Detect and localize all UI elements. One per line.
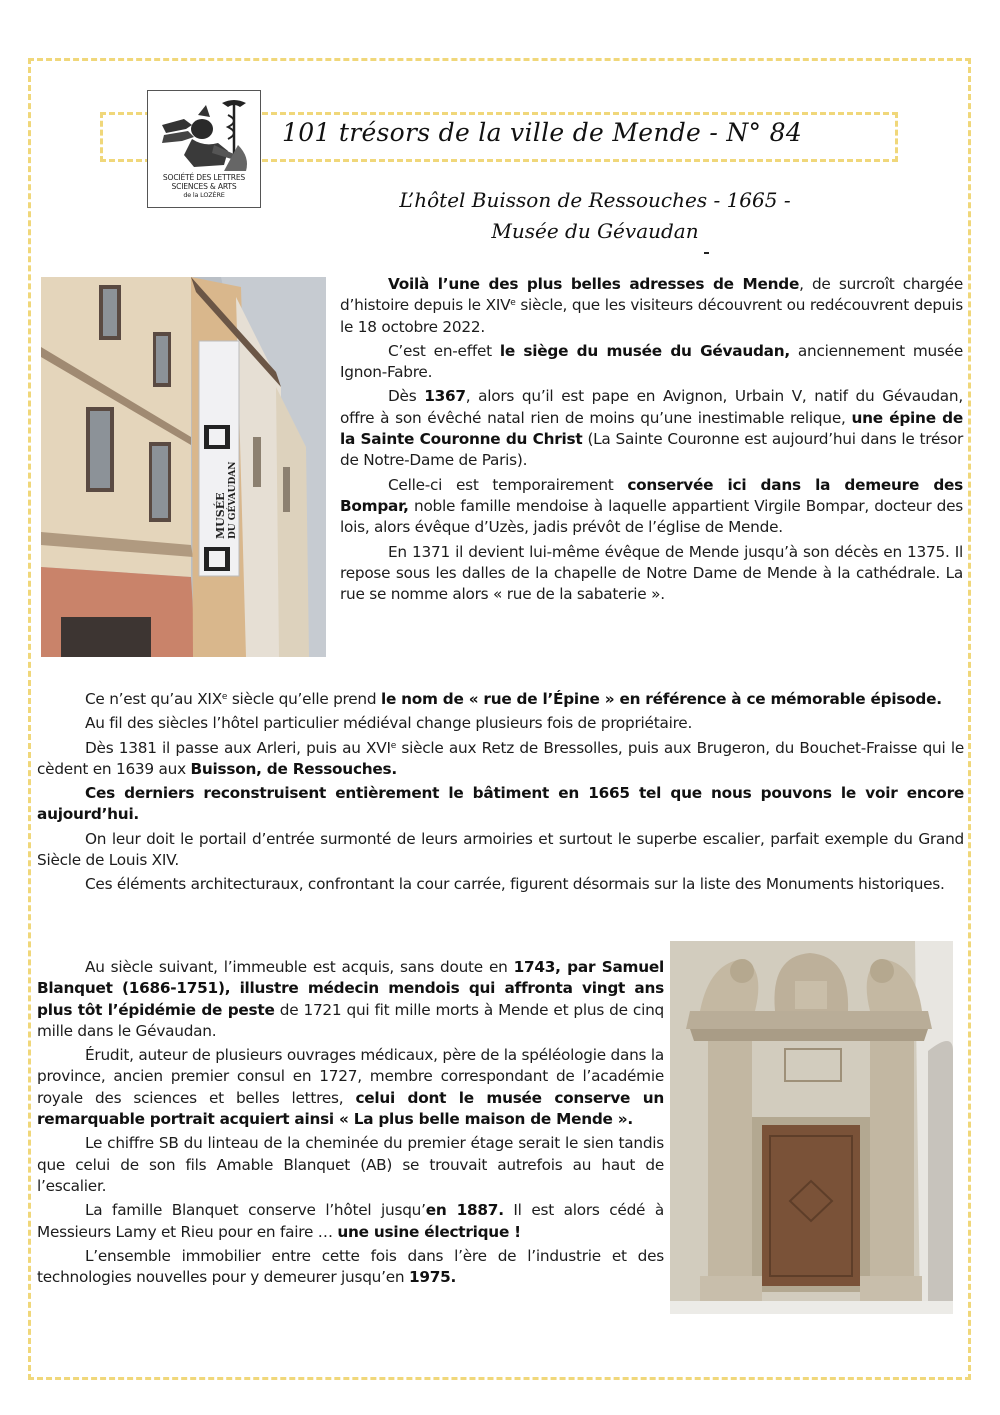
paragraph-16 — [37, 1246, 664, 1289]
p6-text: Ce n’est qu’au XIX — [85, 690, 222, 708]
article-title — [300, 185, 890, 247]
paragraph-5 — [340, 542, 963, 606]
p3-text: Dès — [388, 387, 425, 406]
p3-bold: 1367 — [424, 387, 466, 406]
p14-text: Le chiffre SB du linteau de la cheminée du premier étage serait le sien tandis que celui de son fils Amable Blanquet (AB) se trouvait autrefois au haut de l’escalier. — [37, 1134, 664, 1195]
title-dash — [704, 252, 709, 254]
society-logo — [147, 90, 261, 208]
paragraph-1 — [340, 274, 963, 338]
paragraph-10 — [37, 829, 964, 872]
p15-text-2: Il est alors cédé à Messieurs Lamy et Rieu pour en faire … — [37, 1201, 664, 1241]
p8-bold: Buisson, de Ressouches. — [190, 759, 397, 778]
paragraph-13 — [37, 1045, 664, 1130]
p4-bold: conservée ici dans la demeure des Bompar, — [340, 475, 963, 515]
p6-sup: e — [221, 692, 228, 702]
p15-bold-2: une usine électrique ! — [337, 1222, 521, 1241]
p16-text: L’ensemble immobilier entre cette fois dans l’ère de l’industrie et des technologies nouvelles pour y demeurer jusqu’en — [37, 1246, 664, 1287]
paragraph-4 — [340, 475, 963, 539]
intro-column — [340, 274, 963, 608]
p12-text: Au siècle suivant, l’immeuble est acquis, sans doute en — [85, 958, 514, 976]
p7-text: Au fil des siècles l’hôtel particulier médiéval change plusieurs fois de propriétaire. — [85, 714, 693, 733]
p9-bold: Ces derniers reconstruisent entièrement le bâtiment en 1665 tel que nous pouvons le voir encore aujourd’hui. — [37, 784, 964, 824]
p2-bold: le siège du musée du Gévaudan, — [499, 341, 790, 360]
p3-bold-2: une épine de la Sainte Couronne du Christ — [340, 408, 963, 449]
paragraph-15 — [37, 1200, 664, 1243]
logo-text-line1: SOCIÉTÉ DES LETTRES — [162, 173, 246, 182]
p6-text-2: siècle qu’elle prend — [227, 690, 381, 708]
portal-photo — [670, 941, 953, 1314]
p3-text-2: , alors qu’il est pape en Avignon, Urbain V, natif du Gévaudan, offre à son évêché natal rien de moins qu’une inestimable relique, — [340, 387, 963, 427]
p1-text: , de surcroît chargée d’histoire depuis le XIV — [340, 275, 963, 315]
p8-text: Dès 1381 il passe aux Arleri, puis au XVI — [85, 738, 391, 757]
paragraph-11 — [37, 874, 964, 895]
p10-text: On leur doit le portail d’entrée surmonté de leurs armoiries et surtout le superbe escalier, parfait exemple du Grand Siècle de Louis XIV. — [37, 829, 964, 870]
facade-photo — [41, 277, 326, 657]
mercury-figure-icon — [154, 95, 254, 173]
paragraph-3 — [340, 386, 963, 471]
p11-text: Ces éléments architecturaux, confrontant la cour carrée, figurent désormais sur la liste des Monuments historiques. — [85, 875, 945, 894]
series-title: 101 trésors de la ville de Mende - N° 84 — [282, 118, 803, 147]
p12-bold: 1743, par Samuel Blanquet (1686-1751), illustre médecin mendois qui affronta vingt ans plus tôt l’épidémie de peste — [37, 958, 664, 1019]
p15-text: La famille Blanquet conserve l’hôtel jusqu’ — [85, 1201, 426, 1220]
banner-text-1: MUSÉE — [214, 492, 227, 539]
p1-text-2: siècle, que les visiteurs découvrent ou redécouvrent depuis le 18 octobre 2022. — [340, 296, 963, 336]
facade-illustration — [41, 277, 326, 657]
p8-text-2: siècle aux Retz de Bressolles, puis aux Brugeron, du Bouchet-Fraisse qui le cèdent en 1639 aux — [37, 738, 964, 778]
paragraph-12 — [37, 957, 664, 1042]
p2-text: C’est en-effet — [388, 341, 500, 360]
p5-text: En 1371 il devient lui-même évêque de Mende jusqu’à son décès en 1375. Il repose sous les dalles de la chapelle de Notre Dame de Mende à la cathédrale. La rue se nomme alors « rue de la sabaterie ». — [340, 542, 963, 604]
p16-bold: 1975. — [408, 1268, 457, 1287]
paragraph-14 — [37, 1133, 664, 1197]
paragraph-9 — [37, 783, 964, 826]
paragraph-7 — [37, 713, 964, 734]
logo-text-line3: de la LOZÈRE — [183, 191, 225, 199]
p13-text: Érudit, auteur de plusieurs ouvrages médicaux, père de la spéléologie dans la province, ancien premier consul en 1727, membre correspondant de l’académie royale des sciences et belles lettres, — [37, 1046, 664, 1107]
p15-bold: en 1887. — [425, 1201, 504, 1220]
paragraph-6 — [37, 689, 964, 710]
article-title-line1: L’hôtel Buisson de Ressouches - 1665 - — [399, 188, 791, 212]
p13-bold: celui dont le musée conserve un remarquable portrait acquiert ainsi « La plus belle maison de Mende ». — [37, 1088, 664, 1129]
p4-text-2: noble famille mendoise à laquelle appartient Virgile Bompar, docteur des lois, alors évêque d’Uzès, jadis prévôt de l’église de Mende. — [340, 496, 963, 537]
middle-section — [37, 689, 964, 899]
logo-text-line2: SCIENCES & ARTS — [171, 182, 237, 191]
p1-sup: e — [510, 298, 516, 309]
p2-text-2: anciennement musée Ignon-Fabre. — [340, 341, 963, 382]
p1-bold: Voilà l’une des plus belles adresses de Mende — [388, 275, 800, 293]
paragraph-2 — [340, 341, 963, 384]
p3-text-3: (La Sainte Couronne est aujourd’hui dans le trésor de Notre-Dame de Paris). — [340, 430, 964, 470]
p4-text: Celle-ci est temporairement — [388, 475, 628, 494]
portal-illustration — [670, 941, 953, 1314]
p6-bold: le nom de « rue de l’Épine » en référence à ce mémorable épisode. — [380, 690, 942, 708]
p8-sup: e — [390, 740, 397, 751]
paragraph-8 — [37, 738, 964, 781]
blanquet-column — [37, 957, 664, 1291]
banner-text-2: DU GÉVAUDAN — [228, 461, 238, 539]
article-title-line2: Musée du Gévaudan — [491, 219, 699, 243]
p12-text-2: de 1721 qui fit mille morts à Mende et plus de cinq mille dans le Gévaudan. — [37, 1000, 664, 1040]
